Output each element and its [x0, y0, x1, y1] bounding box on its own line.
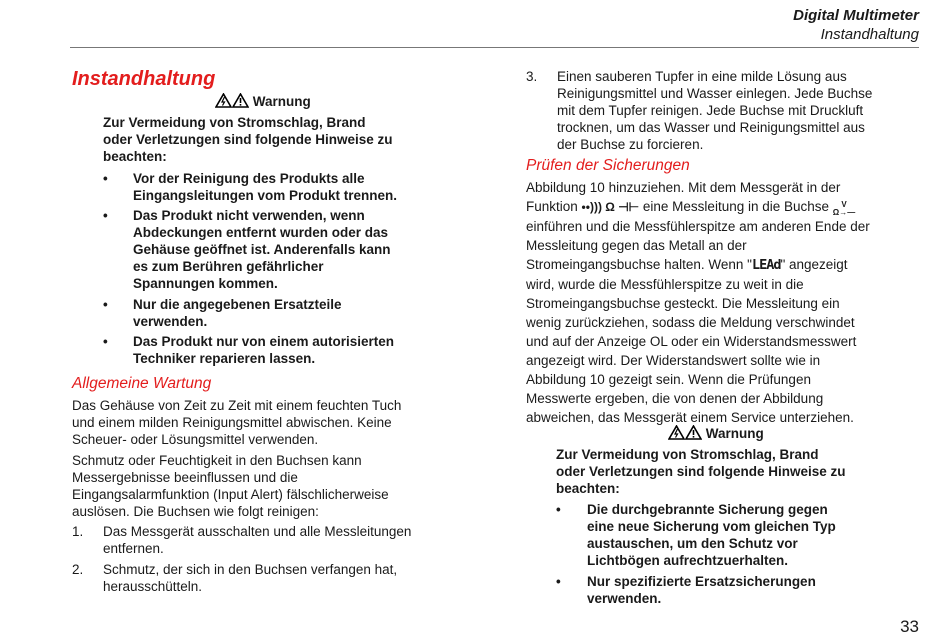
bullet-line: Nur die angegebenen Ersatzteile	[133, 297, 342, 312]
text-line: Schmutz oder Feuchtigkeit in den Buchsen kann	[72, 453, 362, 468]
warning-1-label: Warnung	[252, 94, 311, 109]
text-line: und auf der Anzeige OL oder ein Widerstandsmesswert	[526, 334, 857, 349]
text-line: herausschütteln.	[103, 579, 203, 594]
bullet-line: es zum Berühren gefährlicher	[133, 259, 324, 274]
bullet-line: Gehäuse geöffnet ist. Anderenfalls kann	[133, 242, 391, 257]
step-number: 3.	[526, 69, 538, 84]
text-line: Eingangsalarmfunktion (Input Alert) fälschlicherweise	[72, 487, 389, 502]
list-item	[103, 296, 453, 330]
list-item	[103, 170, 453, 204]
jack-symbol-bottom: Ω→—	[832, 208, 856, 217]
bullet-line: Das Produkt nicht verwenden, wenn	[133, 208, 365, 223]
list-item	[526, 68, 920, 153]
fuses-paragraph	[526, 178, 920, 427]
text-line: angezeigt wird. Der Widerstandswert sollte wie in	[526, 353, 821, 368]
bullet-line: Eingangsleitungen vom Produkt trennen.	[133, 188, 398, 203]
text-fragment: " angezeigt	[780, 257, 848, 272]
jack-symbol-top: V	[841, 200, 847, 209]
text-line: auslösen. Die Buchsen wie folgt reinigen:	[72, 504, 319, 519]
bullet-marker: •	[103, 334, 108, 349]
text-line: abweichen, das Messgerät einem Service unterziehen.	[526, 410, 854, 425]
list-item	[72, 561, 457, 595]
bullet-line: Lichtbögen aufrechtzuerhalten.	[587, 553, 789, 568]
text-line: Abbildung 10 gezeigt sein. Wenn die Prüfungen	[526, 372, 811, 387]
text-line: mit dem Tupfer reinigen. Jede Buchse mit Druckluft	[557, 103, 864, 118]
section-heading-general: Allgemeine Wartung	[72, 375, 212, 392]
bullet-line: Die durchgebrannte Sicherung gegen	[587, 502, 828, 517]
warning-2-title	[668, 425, 764, 443]
text-line: Scheuer- oder Lösungsmittel verwenden.	[72, 432, 319, 447]
text-line: der Buchse zu forcieren.	[557, 137, 704, 152]
text-line: Das Gehäuse von Zeit zu Zeit mit einem feuchten Tuch	[72, 398, 402, 413]
text-line: einführen und die Messfühlerspitze am anderen Ende der	[526, 219, 870, 234]
bullet-marker: •	[103, 171, 108, 186]
text-line: Einen sauberen Tupfer in eine milde Lösung aus	[557, 69, 847, 84]
text-fragment: Funktion	[526, 199, 578, 214]
text-line: Reinigungsmittel und Wasser einlegen. Jede Buchse	[557, 86, 873, 101]
header-product: Digital Multimeter	[793, 7, 919, 24]
list-item	[556, 573, 916, 607]
warning-1-intro-line: beachten:	[103, 149, 167, 164]
bullet-line: Spannungen kommen.	[133, 276, 278, 291]
warning-2-label: Warnung	[705, 426, 764, 441]
text-line: Messleitung gegen das Metall an der	[526, 238, 747, 253]
text-fragment: eine Messleitung in die Buchse	[642, 199, 830, 214]
text-line: wird, wurde die Messfühlerspitze zu weit in die	[526, 277, 804, 292]
text-line: Schmutz, der sich in den Buchsen verfangen hat,	[103, 562, 398, 577]
electric-warning-icon	[215, 93, 232, 111]
bullet-line: Abdeckungen entfernt wurden oder das	[133, 225, 389, 240]
warning-2-intro-line: oder Verletzungen sind folgende Hinweise zu	[556, 464, 846, 479]
text-line: Das Messgerät ausschalten und alle Messleitungen	[103, 524, 412, 539]
general-paragraph-2	[72, 452, 457, 520]
bullet-line: Nur spezifizierte Ersatzsicherungen	[587, 574, 816, 589]
warning-1-intro-line: oder Verletzungen sind folgende Hinweise zu	[103, 132, 393, 147]
text-line: entfernen.	[103, 541, 164, 556]
step-number: 1.	[72, 524, 84, 539]
text-fragment: Stromeingangsbuchse halten. Wenn "	[526, 257, 752, 272]
bullet-line: austauschen, um den Schutz vor	[587, 536, 798, 551]
electric-warning-icon	[668, 425, 685, 443]
bullet-marker: •	[103, 208, 108, 223]
bullet-line: Techniker reparieren lassen.	[133, 351, 316, 366]
bullet-marker: •	[556, 574, 561, 589]
warning-2-intro-line: beachten:	[556, 481, 620, 496]
header-rule	[70, 47, 919, 48]
text-line: trocknen, um das Wasser und Reinigungsmittel aus	[557, 120, 865, 135]
text-line: Abbildung 10 hinzuziehen. Mit dem Messgerät in der	[526, 180, 841, 195]
list-item	[72, 523, 457, 557]
warning-1-intro-line: Zur Vermeidung von Stromschlag, Brand	[103, 115, 366, 130]
warning-2-intro	[556, 446, 916, 497]
list-item	[103, 333, 453, 367]
general-paragraph-1	[72, 397, 457, 448]
header-section: Instandhaltung	[820, 26, 919, 43]
display-code: LEAd	[751, 257, 781, 273]
bullet-line: verwenden.	[587, 591, 662, 606]
text-line	[526, 255, 920, 275]
page-title: Instandhaltung	[72, 68, 216, 90]
text-line: Messwerte ergeben, die von denen der Abbildung	[526, 391, 824, 406]
bullet-marker: •	[103, 297, 108, 312]
list-item	[556, 501, 916, 569]
caution-icon	[685, 425, 702, 443]
list-item	[103, 207, 453, 292]
warning-1-title	[215, 93, 311, 111]
text-line: und einem milden Reinigungsmittel abwischen. Keine	[72, 415, 392, 430]
text-line: Messergebnisse beeinflussen und die	[72, 470, 298, 485]
page-number: 33	[900, 617, 919, 636]
text-line	[526, 197, 920, 217]
running-header	[793, 6, 919, 44]
bullet-marker: •	[556, 502, 561, 517]
bullet-line: verwenden.	[133, 314, 208, 329]
input-jack-symbol-icon	[833, 201, 855, 217]
bullet-line: Vor der Reinigung des Produkts alle	[133, 171, 365, 186]
warning-1-intro	[103, 114, 453, 165]
text-line: wenig zurückziehen, sodass die Meldung verschwindet	[526, 315, 855, 330]
bullet-line: Das Produkt nur von einem autorisierten	[133, 334, 395, 349]
bullet-line: eine neue Sicherung vom gleichen Typ	[587, 519, 836, 534]
function-symbols-icon: ••))) Ω ⊣⊢	[581, 200, 640, 214]
warning-2-intro-line: Zur Vermeidung von Stromschlag, Brand	[556, 447, 819, 462]
step-number: 2.	[72, 562, 84, 577]
text-line: Stromeingangsbuchse gesteckt. Die Messleitung ein	[526, 296, 840, 311]
section-heading-fuses: Prüfen der Sicherungen	[526, 157, 690, 174]
caution-icon	[232, 93, 249, 111]
